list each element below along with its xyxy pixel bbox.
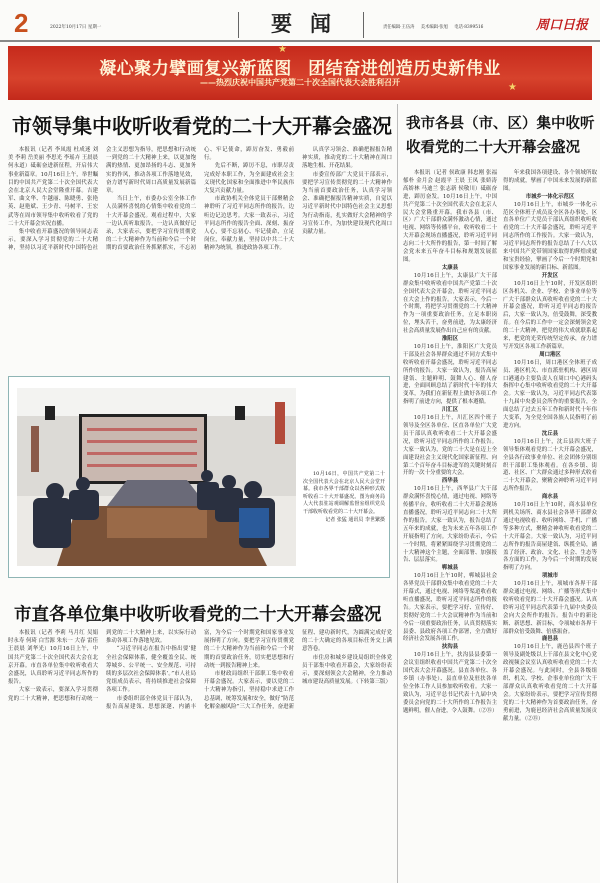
banner-subtitle: ——热烈庆祝中国共产党第二十次全国代表大会胜利召开 <box>200 78 400 87</box>
photo-frame <box>8 376 390 578</box>
editor-credits: 责任编辑·王伍涛 美术编辑·张旭 电话·8399516 <box>383 25 484 30</box>
article-paragraph: 市住房和城乡建设局组织全体党员干部集中收看开幕会，大家纷纷表示，要深刻领会大会精神，全力推动城市建设高质量发展。（下转第三版） <box>302 654 392 686</box>
section-subheading: 淮阳区 <box>441 336 459 343</box>
section-title: 要闻 <box>238 12 364 38</box>
section-subheading: 西华县 <box>441 478 459 485</box>
section-subheading: 商水县 <box>541 494 559 501</box>
article-paragraph: 大家一致表示，要深入学习贯彻党的二十大精神，把思想和行动统一到党的二十大精神上来，以实际行动推动各项工作落地见效。 <box>8 630 196 702</box>
section-subheading: 开发区 <box>541 272 559 279</box>
newspaper-logo: 周口日报 <box>536 18 589 33</box>
celebration-banner <box>8 46 592 100</box>
section-subheading: 郸城县 <box>441 565 459 572</box>
article3-headline <box>406 112 595 160</box>
meeting-room-photo <box>17 388 296 566</box>
article-paragraph: 本报讯（记者 李凤霞 杜成迷 刘美 李莉 岳美丽 李思光 李瑶卉 王晨晨 何永道）砥砺奋进新征程，开启伟大事业新篇章。10月16日上午，举世瞩目的中国共产党第二十次全国代表大会在北京人民大会堂隆重开幕。吉建军、曲文华、牛越丽、陈晓勇、张艳英、赵艳斌、王少青、马树平、王宏武等在周市领导集中收听收看了党的二十大开幕会实况直播。 <box>8 147 98 227</box>
article-paragraph: 10月16日上午，项城市各界干部群众通过电视、网络、广播等形式集中收听收看党的二十大开幕会盛况。认真聆听习近平同志代表第十九届中央委员会向大会所作的报告。报告中的新论断、新思想、新目标，令项城市各界干部群众倍受鼓舞、倍感振奋。 <box>503 581 597 635</box>
article-paragraph: 10月16日上午，沈丘县四大班子领导集体观看党的二十大开幕会盛况，全县各行政事业单位、社会团体分别组织干部职工集体观看。在各乡镇、街道、社区、广大群众通过多种形式收看二十大开幕会，聚精会神聆听习近平同志所作报告。 <box>503 438 597 493</box>
section-subheading: 周口港区 <box>539 351 561 358</box>
photo-credit: 记者 张猛 通讯员 李世繁摄 <box>325 516 385 523</box>
star-icon: ★ <box>278 44 287 55</box>
article-paragraph: 10月16日上午，市城乡一体化示范区全体班子成员及全区各办事处、区直各单位广大党员干部认真组织收听收看党的二十大开幕会盛况，聆听习近平同志所作的工作报告。大家一致认为，习近平同志所作的报告总结了十八大以来中国共产党带领国家取得的辉煌成就和宝贵经验，擘画了今后一个时期党和国家事业发展的新目标、新蓝图。 <box>503 201 597 271</box>
article-paragraph: 认真学习领会、准确把握报告精神实质，推动党的二十大精神在周口落地生根、开花结果。 <box>302 147 392 170</box>
banner-title: 凝心聚力擘画复兴新蓝图 团结奋进创造历史新伟业 <box>99 59 501 79</box>
section-subheading: 太康县 <box>441 264 459 271</box>
article3-body <box>403 170 597 723</box>
article-paragraph: 10月16日上午，扶沟县县委第一会议室组织收看中国共产党第二十次全国代表大会开幕盛况。县直各单位、各乡镇（办事处）、县直单位及驻扶各单位全体工作人员参加收听收看。大家一致认为，习近平总书记代表十九届中央委员会向党的二十大所作的工作报告主题鲜明，催人奋进，令人鼓舞。（②⑮） <box>403 652 498 714</box>
issue-date: 2022年10月17日 星期一 <box>50 25 102 30</box>
article-paragraph: 10月16日上午，太康县广大干部群众集中收听收看中国共产党第二十次全国代表大会开幕会，聆听习近平同志在大会上作的报告。大家表示，今后一个时期，将把学习贯彻党的二十大精神作为一项重要政治任务，立足本职岗位，埋头苦干，奋勇前进，为太康经济社会高质量发展作出自己应有的贡献。 <box>403 272 497 335</box>
article-paragraph: 市委组织部全体党员干部认为，报告高屋建瓴、思想深邃、内涵丰富，为今后一个时期党和国家事业发展指明了方向。要把学习宣传贯彻党的二十大精神作为当前和今后一个时期的首要政治任务，切实把思想和行动统一到报告精神上来。 <box>106 630 294 710</box>
article1-headline: 市领导集中收听收看党的二十大开幕会盛况 <box>12 114 392 138</box>
article-paragraph: 10月16日上午，西华县广大干部群众满怀喜悦心情，通过电视、网络等传播平台，收听收看二十大开幕会现场直播盛况，聆听习近平同志向二十大所作的报告。大家一致认为，报告总结了五年来的成就，也为未来五年各项工作开展指明了方向。大家纷纷表示，今后一个时期，将紧紧围绕学习贯彻党的二十大精神这个主题，全面部署、加强报告、层层落实。 <box>403 486 497 564</box>
section-subheading: 扶沟县 <box>441 644 459 651</box>
section-subheading: 沈丘县 <box>541 430 559 437</box>
section-subheading: 鹿邑县 <box>541 636 559 643</box>
column-divider <box>397 104 398 883</box>
article2-body <box>8 629 392 711</box>
article1-body <box>8 146 392 253</box>
article-paragraph: 10月16日，周口港区全体班子成员、港区机关、市直派驻机构、港区周口港通办主要负责人在周口中心港码头指挥中心集中收听收看党的二十大开幕会。大家一致认为，习近平同志代表第十九届中央委员会所作的重要报告，全面总结了过去五年工作和新时代十年伟大变革，为全党全国各族人民指明了前进方向。 <box>503 359 597 429</box>
caption-text: 10月16日，中国共产党第二十次全国代表大会在北京人民大会堂开幕。我市各界干部群众以各种形式收听收看二十大开幕盛况。图为商务局人大代表驻站观调解监督室组织党员干部收听收看党的二十大开幕会。 <box>303 471 385 515</box>
article3-headline-line2: 收看党的二十大开幕会盛况 <box>406 139 580 156</box>
article-paragraph: 10月16日上午10时，郸城县社会各界党员干部群众集中收看党的二十大开幕式，通过电视、网络等渠道收看收听直播盛况，聆听习近平同志所作的报告。大家表示，要把学习好、宣传好、贯彻好党的二十大会议精神作为当前和今后一项重要政治任务，认真贯彻落实县委、县政府各项工作部署，全力做好经济社会发展各项工作。 <box>403 573 497 643</box>
article-paragraph: 10月16日上午，川汇区四个班子领导及全区各单位、区直各单位广大党员干部认真收听收看二十大开幕会盛况，聆听习近平同志所作的工作报告。大家一致认为，党的二十大是在迈上全面建设社会主义现代化国家新征程、向第二个百年奋斗目标进军的关键时刻召开的一次十分重要的大会。 <box>403 415 497 477</box>
page-number: 2 <box>14 8 29 38</box>
article-paragraph: 市政协机关全体党员干部聚精会神聆听了习近平同志所作的报告，边听边记边思考。大家一致表示，习近平同志所作的报告全面、深刻、振奋人心，要不忘初心、牢记使命，立足岗位，奉献力量，坚持以中共二十大精神为统领，推进政协各项工作。 <box>204 196 294 252</box>
article-paragraph: 10月16日上午10时，商水县单位到机关场所、商水县社会各界干部群众通过电视收看、收听网络、手机、广播等多种方式，聚精会神收听收看党的二十大开幕会。大家一致认为，习近平同志所作的报告高屋建瓴、纵揽全局，涵盖了经济、政治、文化、社会、生态等各方面的工作，为今后一个时期的发展指明了方向。 <box>503 502 597 572</box>
star-icon: ★ <box>508 82 517 93</box>
article2-headline: 市直各单位集中收听收看党的二十大开幕会盛况 <box>14 605 382 625</box>
article-paragraph: “习近平同志在报告中指出要‘健全社会保障体系，健全覆盖全民、统筹城乡、公平统一、安全规范、可持续的多层次社会保障体系’。”市人社局党组成员表示，将持续推进社会保障各项工作。 <box>106 646 196 694</box>
article-paragraph: 先后不断，踔厉不息，市职尽责完成好本职工作，为全面建成社会主义现代化国家和全面推进中华民族伟大复兴贡献力量。 <box>204 163 294 195</box>
article-paragraph: 市财政局组织干部职工集中收看开幕会盛况。大家表示，要以党的二十大精神为指引，坚持稳中求进工作总基调，统筹发展和安全，做好“防范化解金融风险”三大工作任务，奋进新征程、建功新时代，为圆满完成好党的二十大确定的各项目标任务交上满意答卷。 <box>204 630 392 710</box>
article-paragraph: 集中收看开幕盛况的领导同志表示，要深入学习贯彻党的二十大精神，坚持以习近平新时代中国特色社会主义思想为指导，把思想和行动统一到党的二十大精神上来，以更加饱满的热情、更加昂扬的斗志、更加务实的作风，推动各项工作落地见效，奋力谱写新时代周口高质量发展新篇章。 <box>8 147 196 252</box>
article3-headline-line1: 我市各县（市、区）集中收听 <box>406 115 595 132</box>
page-header <box>0 0 600 42</box>
article-paragraph: 市委宣传部广大党员干部表示，要把学习宣传贯彻党的二十大精神作为当前首要政治任务，认真学习领会、准确把握报告精神实质，自觉以习近平新时代中国特色社会主义思想为行动指南，扎实做好大会精神的学习宣传工作，为加快建设现代化周口贡献力量。 <box>302 171 392 236</box>
article-paragraph: 10月16日上午10时，开发区组织区各机关、企业、学校、企事业单位等广大干部群众认真收听收看党的二十大开幕会盛况，聆听习近平同志的报告后，大家一致认为，倍受鼓舞，深受教育。在今后的工作中一定会深刻领会党的二十大精神，把党的伟大成就联系起来，把党的光荣传统坚定传承，奋力谱写开发区各项工作新篇章。 <box>503 280 597 350</box>
article-paragraph: 本报讯（记者 李莉 马月红 吴娟 时永寿 何琦 白雪源 朱东一 大春 雷佳 王晨晨 刘华光）10月16日上午，中国共产党第二十次全国代表大会在北京开幕。市直各单位集中收听收看大会盛况，认真聆听习近平同志所作的报告。 <box>8 630 98 686</box>
article-paragraph: 年来我国各项建设、各个领域所取得的成就，擘画了中国未来发展的新蓝图。 <box>503 170 597 192</box>
article-paragraph: 10月16日上午，鹿邑县四个班子领导及副处级以上干部在县文化中心党政视频会议室认真收听收看党的二十大开幕会盛况。与此同时，全县各级组织、机关、学校、企事业单位的广大干部群众认真收听收看党的二十大开幕会。大家纷纷表示，要把学习宣传贯彻党的二十大精神作为首要政治任务，奋勇前进，为鹿邑经济社会高质量发展贡献力量。（②⑮） <box>503 644 597 722</box>
section-subheading: 项城市 <box>541 573 559 580</box>
section-subheading: 川汇区 <box>441 407 459 414</box>
article-paragraph: 当日上午，市委办公室全体工作人员满怀喜悦的心情集中收看党的二十大开幕会盛况。观看过程中，大家一边认真听取报告，一边认真做好记录，大家表示，要把学习宣传贯彻党的二十大精神作为当前和今后一个时期的首要政治任务抓紧抓实，不忘初心、牢记使命，踔厉奋发、勇毅前行。 <box>106 147 294 252</box>
photo-caption <box>303 471 385 524</box>
article-paragraph: 本报讯（记者 侯政康 韩忠刚 张福 郁朴 金月会 赵霞平 王晨 王凤 张娇涛 高娇林 马迪兰 张志新 侯敬川）砥砺奋进，踔厉奋发。10月16日上午，中国共产党第二十次全国代表大会在北京人民大会堂隆重开幕。我市各县（市、区）广大干部群众满怀激动心情，通过电视、网络等传播平台，收听收看二十大开幕会现场直播盛况，聆听习近平同志向二十大所作的报告，第一时间了解会党未来五年奋斗目标和规划发展蓝图。 <box>403 170 497 263</box>
article-paragraph: 10月16日上午，淮阳区广大党员干部及社会各界群众通过不同方式集中收听收看开幕会盛况，聆听习近平同志所作的报告。大家一致认为，报告高屋建瓴、主题鲜明、鼓舞人心、催人奋进，全面回顾总结了新时代十年的伟大变革，为我们在新征程上做好各项工作指明了前进方向，提供了根本遵循。 <box>403 343 497 406</box>
section-subheading: 市城乡一体化示范区 <box>525 193 575 200</box>
